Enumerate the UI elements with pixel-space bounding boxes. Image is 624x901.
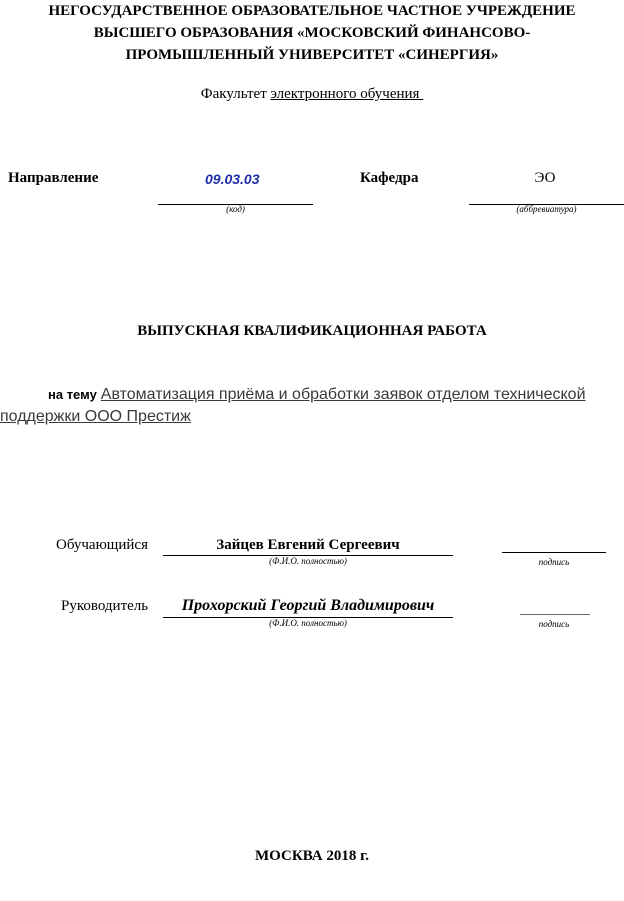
topic-block [0, 384, 624, 428]
student-label: Обучающийся [56, 537, 148, 553]
student-name: Зайцев Евгений Сергеевич [216, 537, 400, 553]
department-value: ЭО [534, 170, 556, 186]
faculty-value: электронного обучения [270, 86, 420, 102]
supervisor-sign-caption: подпись [538, 619, 570, 629]
direction-code: 09.03.03 [205, 171, 260, 187]
institution-header [0, 0, 624, 66]
topic-line-2: поддержки ООО Престиж [0, 408, 191, 425]
department-label: Кафедра [360, 170, 419, 186]
supervisor-label: Руководитель [61, 598, 149, 614]
supervisor-name-caption: (Ф.И.О. полностью) [269, 618, 347, 628]
direction-code-caption: (код) [226, 204, 245, 214]
work-title: ВЫПУСКНАЯ КВАЛИФИКАЦИОННАЯ РАБОТА [137, 323, 487, 339]
supervisor-sign-line [520, 614, 590, 615]
supervisor-name: Прохорский Георгий Владимирович [181, 597, 435, 614]
faculty-label: Факультет [200, 86, 267, 102]
header-line-1: НЕГОСУДАРСТВЕННОЕ ОБРАЗОВАТЕЛЬНОЕ ЧАСТНОЕ УЧРЕЖДЕНИЕ [48, 3, 576, 19]
direction-label: Направление [8, 170, 99, 186]
header-line-3: ПРОМЫШЛЕННЫЙ УНИВЕРСИТЕТ «СИНЕРГИЯ» [125, 47, 499, 63]
faculty-row [0, 86, 624, 103]
city-year: МОСКВА 2018 г. [255, 848, 369, 864]
topic-line-1: Автоматизация приёма и обработки заявок отделом технической [100, 386, 586, 403]
header-line-2: ВЫСШЕГО ОБРАЗОВАНИЯ «МОСКОВСКИЙ ФИНАНСОВО- [93, 25, 531, 41]
student-sign-line [502, 552, 606, 553]
student-name-caption: (Ф.И.О. полностью) [269, 556, 347, 566]
student-sign-caption: подпись [538, 557, 570, 567]
topic-prefix: на тему [48, 387, 97, 402]
department-caption: (аббревиатура) [516, 204, 577, 214]
